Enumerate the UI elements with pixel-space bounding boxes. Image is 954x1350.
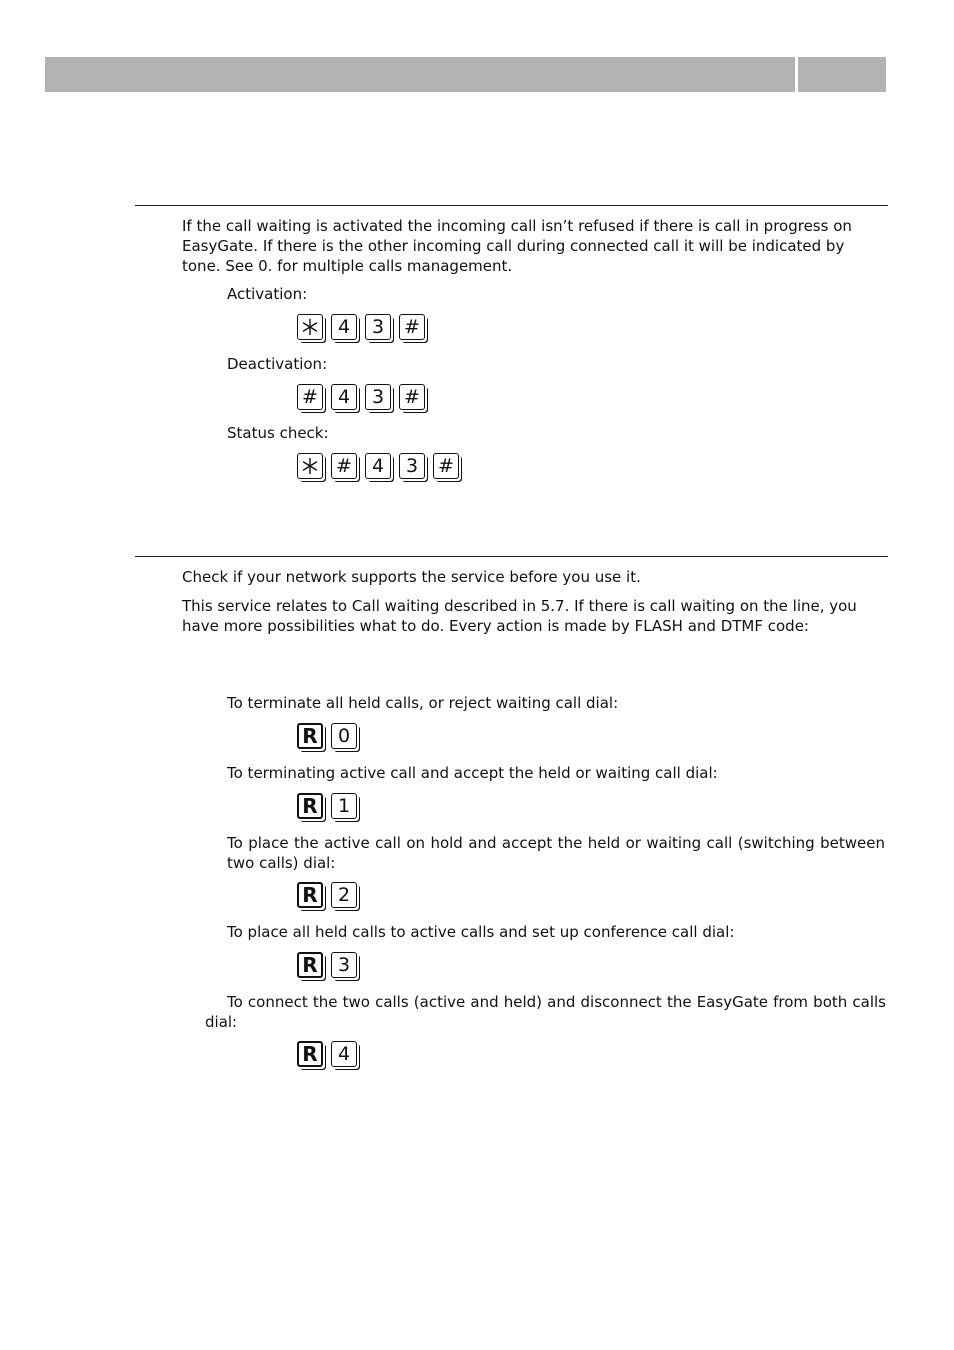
- key-3-icon: 3: [365, 384, 391, 410]
- key-4-icon: 4: [331, 1041, 357, 1067]
- action-2-text: To place the active call on hold and accept the held or waiting call (switching between two calls) dial:: [227, 834, 885, 872]
- key-hash-icon: #: [399, 314, 425, 340]
- key-flash-r-icon: R: [297, 723, 323, 749]
- key-hash-icon: #: [297, 384, 323, 410]
- section-rule-multiple-calls: [135, 556, 888, 557]
- status-check-label: Status check:: [227, 424, 329, 442]
- multiple-calls-intro: This service relates to Call waiting described in 5.7. If there is call waiting on the line, you have more possibilities what to do. Every action is made by FLASH and DTMF code:: [182, 597, 857, 635]
- activation-label: Activation:: [227, 285, 308, 303]
- call-waiting-intro: If the call waiting is activated the incoming call isn’t refused if there is call in progress on EasyGate. If there is the other incoming call during connected call it will be indicated by tone. See 0. for multiple calls management.: [182, 217, 852, 275]
- deactivation-label: Deactivation:: [227, 355, 328, 373]
- key-3-icon: 3: [365, 314, 391, 340]
- action-3-keys: [297, 952, 357, 978]
- action-1-keys: [297, 793, 357, 819]
- action-0-text: To terminate all held calls, or reject waiting call dial:: [227, 694, 619, 712]
- key-1-icon: 1: [331, 793, 357, 819]
- action-0-keys: [297, 723, 357, 749]
- key-4-icon: 4: [365, 453, 391, 479]
- deactivation-keys: [297, 384, 425, 410]
- action-4-keys: [297, 1041, 357, 1067]
- action-4-text: [205, 992, 886, 1032]
- header-page-box: [798, 57, 886, 92]
- key-hash-icon: #: [433, 453, 459, 479]
- key-flash-r-icon: R: [297, 793, 323, 819]
- key-4-icon: 4: [331, 384, 357, 410]
- action-2-keys: [297, 882, 357, 908]
- key-flash-r-icon: R: [297, 882, 323, 908]
- section-rule-call-waiting: [135, 205, 888, 206]
- key-2-icon: 2: [331, 882, 357, 908]
- action-3-text: To place all held calls to active calls and set up conference call dial:: [227, 923, 735, 941]
- key-flash-r-icon: R: [297, 1041, 323, 1067]
- header-bar: [45, 57, 795, 92]
- key-hash-icon: #: [399, 384, 425, 410]
- key-4-icon: 4: [331, 314, 357, 340]
- status-check-keys: [297, 453, 459, 479]
- key-flash-r-icon: R: [297, 952, 323, 978]
- key-3-icon: 3: [331, 952, 357, 978]
- activation-keys: [297, 314, 425, 340]
- network-support-note: Check if your network supports the service before you use it.: [182, 568, 641, 586]
- key-3-icon: 3: [399, 453, 425, 479]
- key-0-icon: 0: [331, 723, 357, 749]
- key-star-icon: [297, 453, 323, 479]
- action-1-text: To terminating active call and accept the held or waiting call dial:: [227, 764, 718, 782]
- action-4-text-content: To connect the two calls (active and held) and disconnect the EasyGate from both calls dial:: [205, 993, 886, 1031]
- key-star-icon: [297, 314, 323, 340]
- key-hash-icon: #: [331, 453, 357, 479]
